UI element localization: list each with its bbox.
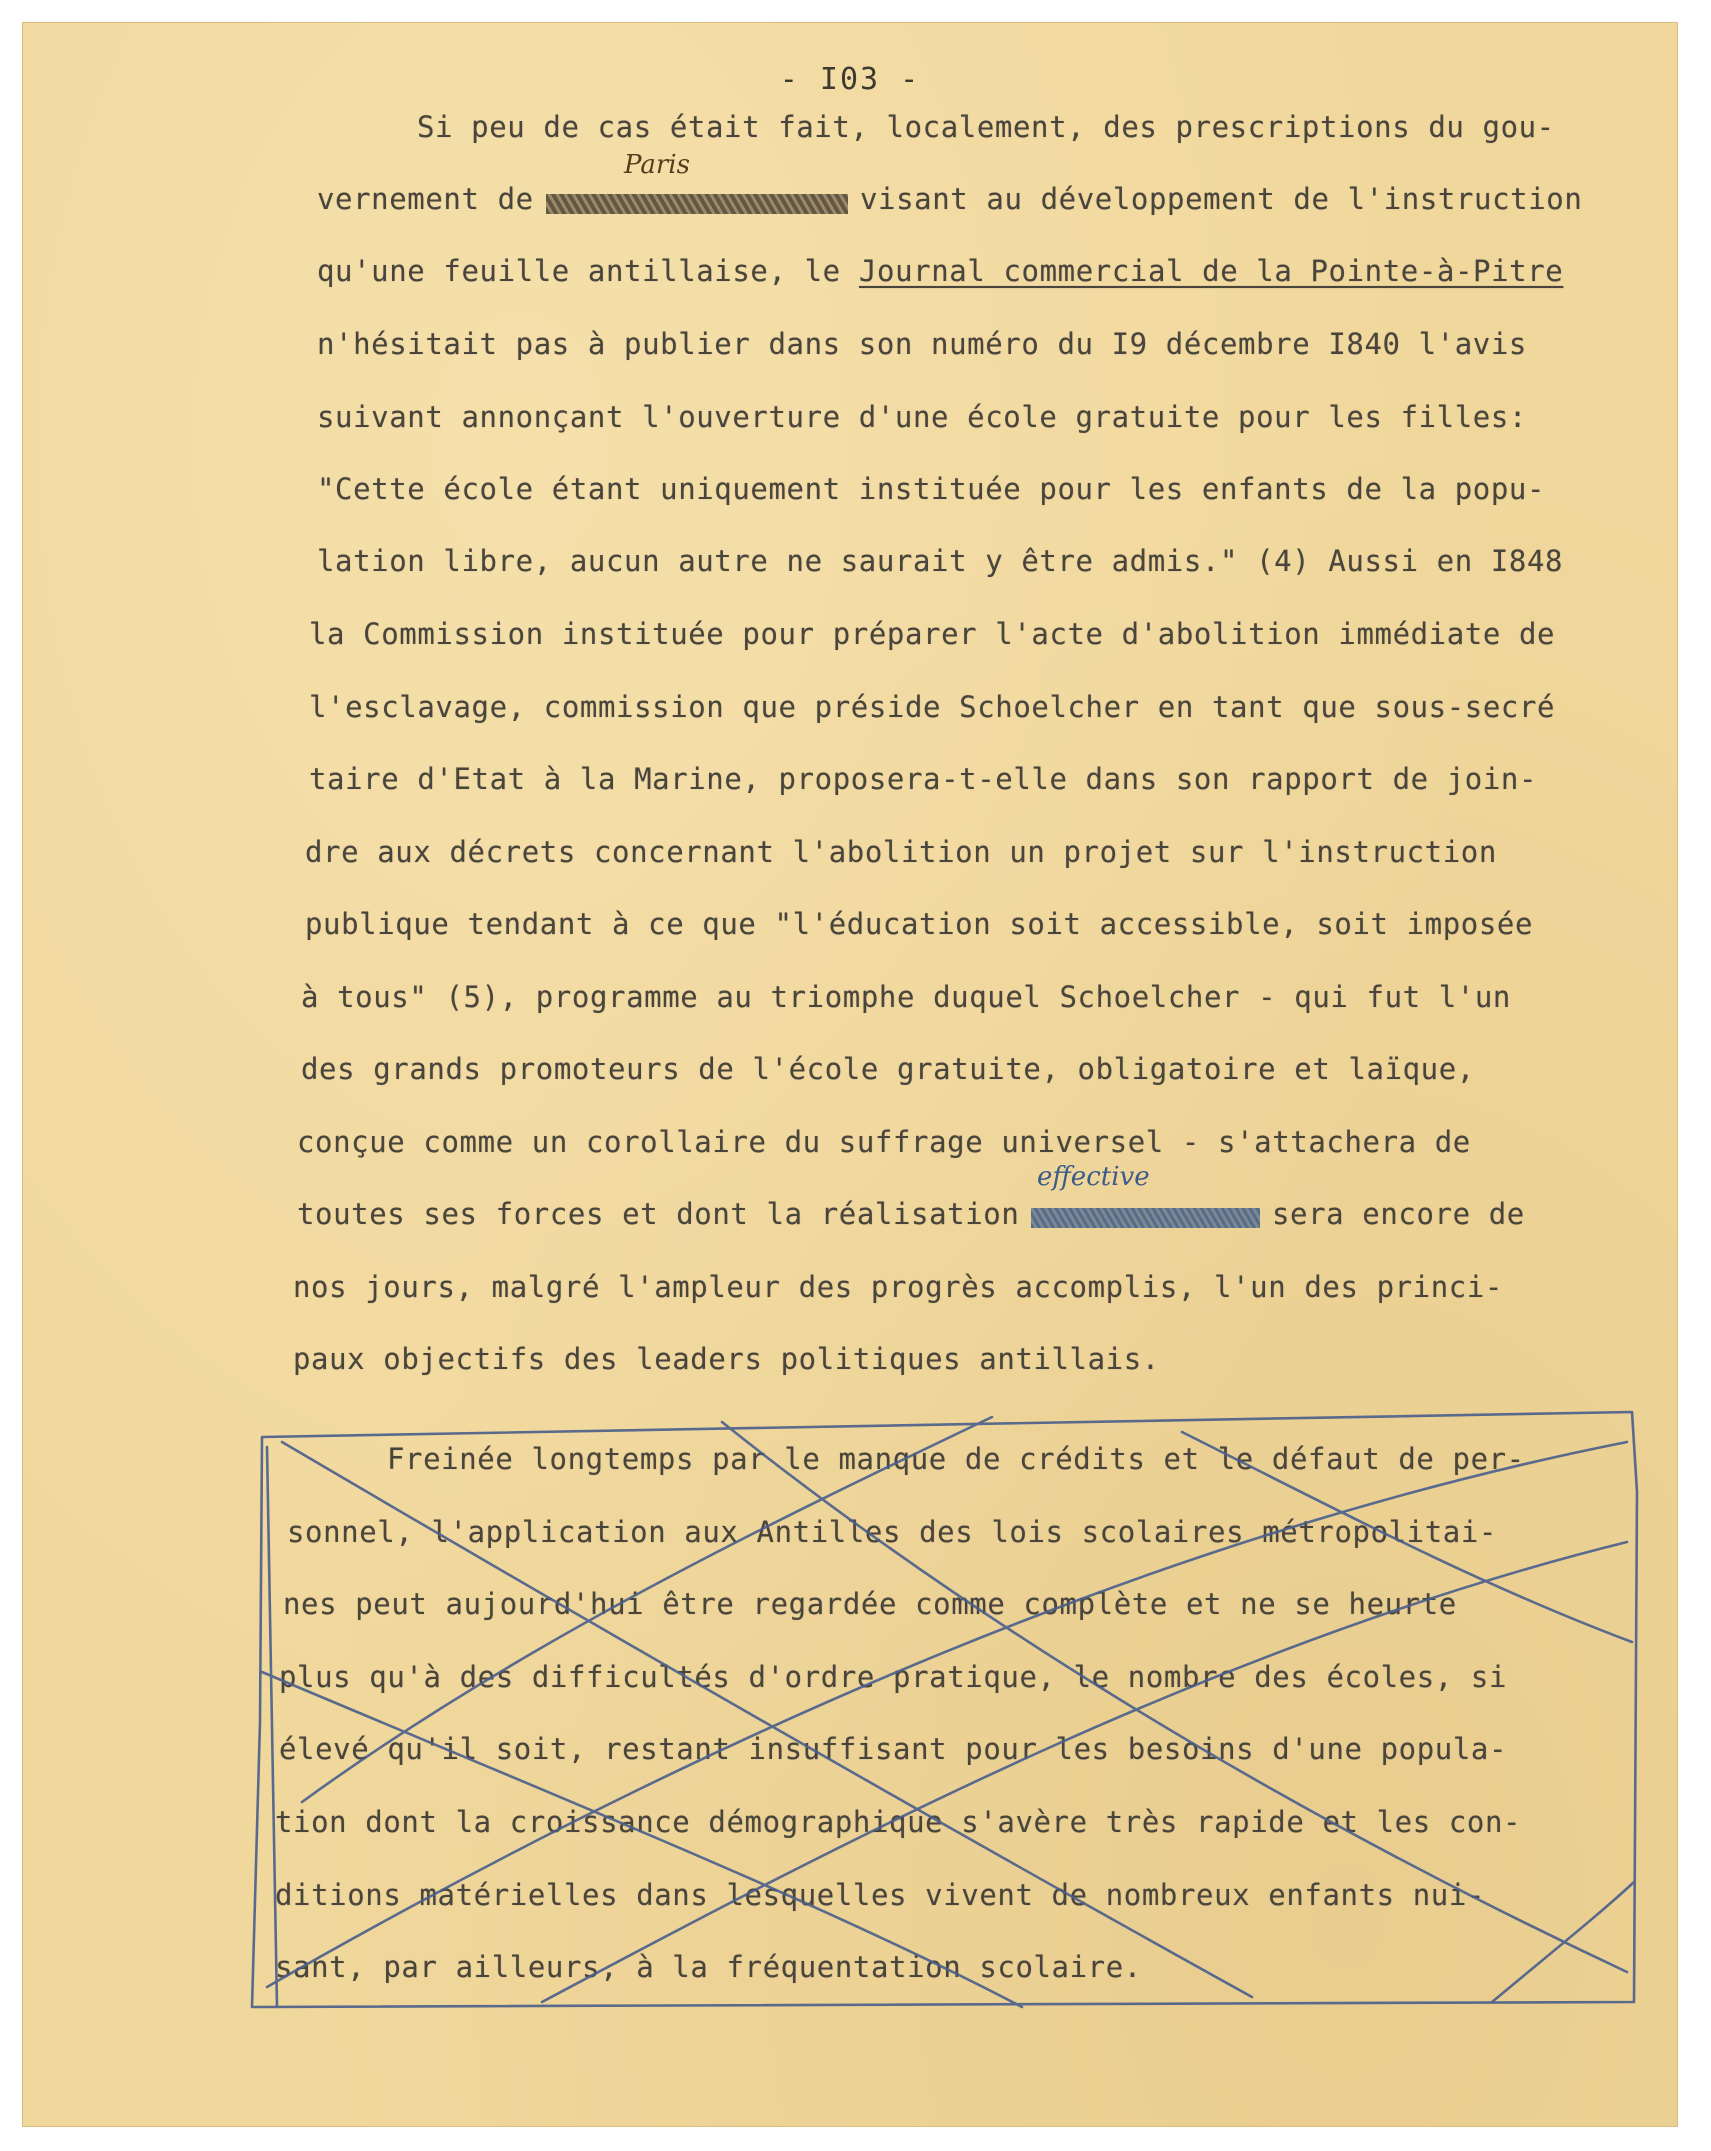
strike-box-inner xyxy=(267,1447,277,2007)
p1-line-11: dre aux décrets concernant l'abolition un projet sur l'instruction xyxy=(305,835,1497,869)
p2-line-7: ditions matérielles dans lesquelles vivent de nombreux enfants nui- xyxy=(275,1878,1485,1912)
p1-line-7: lation libre, aucun autre ne saurait y être admis." (4) Aussi en I848 xyxy=(317,544,1564,578)
p1-line-2b: visant au développement de l'instruction xyxy=(860,182,1583,216)
handwritten-paris: Paris xyxy=(624,150,690,180)
p2-line-1: Freinée longtemps par le manque de crédits et le défaut de per- xyxy=(387,1442,1525,1476)
p2-line-4: plus qu'à des difficultés d'ordre pratique, le nombre des écoles, si xyxy=(279,1660,1508,1694)
p1-line-6: "Cette école étant uniquement instituée pour les enfants de la popu- xyxy=(317,472,1546,506)
p1-line-2a: vernement de xyxy=(317,182,534,216)
p1-line-3a: qu'une feuille antillaise, le xyxy=(317,254,841,288)
strike-diag-8 xyxy=(1492,1882,1634,2002)
p1-line-1: Si peu de cas était fait, localement, des prescriptions du gou- xyxy=(417,110,1555,144)
p1-line-12: publique tendant à ce que "l'éducation soit accessible, soit imposée xyxy=(305,907,1534,941)
p1-line-18: paux objectifs des leaders politiques antillais. xyxy=(293,1342,1160,1376)
handwritten-effective: effective xyxy=(1037,1162,1150,1192)
struck-out-word xyxy=(546,194,848,214)
p1-line-9: l'esclavage, commission que préside Schoelcher en tant que sous-secré xyxy=(309,690,1556,724)
p1-line-15: conçue comme un corollaire du suffrage universel - s'attachera de xyxy=(297,1125,1471,1159)
document-page xyxy=(22,22,1678,2127)
p1-line-10: taire d'Etat à la Marine, proposera-t-elle dans son rapport de join- xyxy=(309,762,1538,796)
p2-line-8: sant, par ailleurs, à la fréquentation scolaire. xyxy=(275,1950,1142,1984)
journal-title: Journal commercial de la Pointe-à-Pitre xyxy=(859,254,1564,288)
p1-line-4: n'hésitait pas à publier dans son numéro du I9 décembre I840 l'avis xyxy=(317,327,1527,361)
p1-line-16a: toutes ses forces et dont la réalisation xyxy=(297,1197,1020,1231)
p2-line-5: élevé qu'il soit, restant insuffisant pour les besoins d'une popula- xyxy=(279,1732,1508,1766)
p1-line-16b: sera encore de xyxy=(1272,1197,1525,1231)
struck-out-word-2 xyxy=(1031,1208,1260,1228)
p2-line-3: nes peut aujourd'hui être regardée comme complète et ne se heurte xyxy=(283,1587,1457,1621)
p1-line-13: à tous" (5), programme au triomphe duquel Schoelcher - qui fut l'un xyxy=(301,980,1511,1014)
strike-box xyxy=(252,1412,1637,2007)
page-number: - I03 - xyxy=(779,62,921,97)
p1-line-5: suivant annonçant l'ouverture d'une école gratuite pour les filles: xyxy=(317,400,1527,434)
p1-line-17: nos jours, malgré l'ampleur des progrès accomplis, l'un des princi- xyxy=(293,1270,1503,1304)
p2-line-2: sonnel, l'application aux Antilles des lois scolaires métropolitai- xyxy=(287,1515,1497,1549)
p2-line-6: tion dont la croissance démographique s'avère très rapide et les con- xyxy=(275,1805,1522,1839)
p1-line-8: la Commission instituée pour préparer l'acte d'abolition immédiate de xyxy=(309,617,1556,651)
p1-line-14: des grands promoteurs de l'école gratuite, obligatoire et laïque, xyxy=(301,1052,1475,1086)
